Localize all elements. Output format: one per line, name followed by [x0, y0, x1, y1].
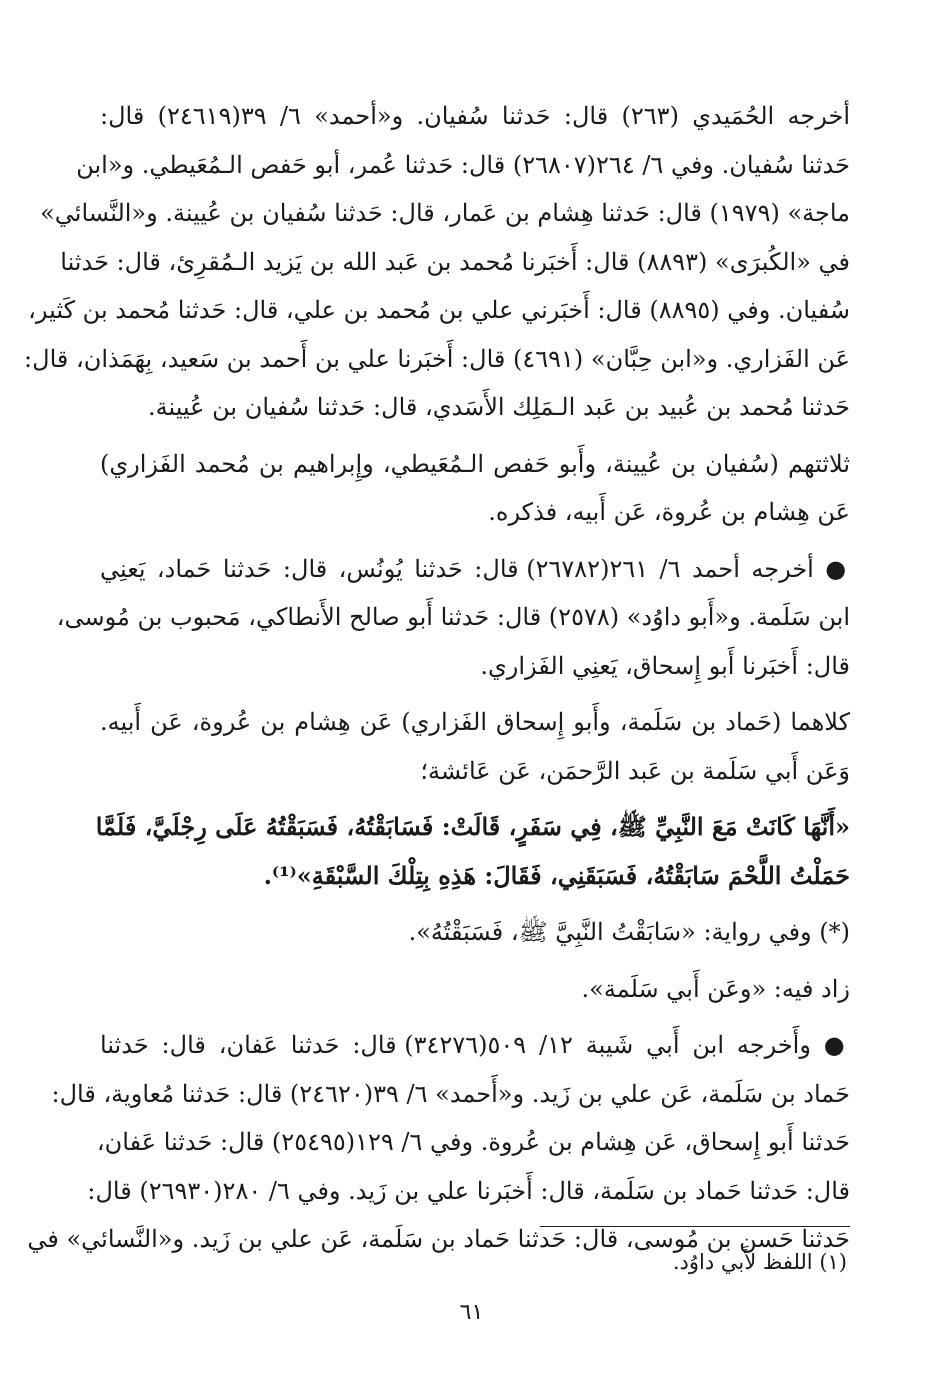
text-line: حَمَلْتُ اللَّحْمَ سَابَقْتُهُ، فَسَبَقَنِي، فَقَالَ: هَذِهِ بِتِلْكَ السَّبْقَةِ»⁽¹⁾.: [263, 860, 850, 890]
footnote-divider: [540, 1226, 850, 1227]
footnote: (١) اللفظ لأَبي داوُد.: [672, 1250, 847, 1274]
paragraph-riwaya: [100, 908, 850, 957]
paragraph-zada: [100, 965, 850, 1014]
text-line: حَدثنا مُحمد بن عُبيد بن عَبد الـمَلِك الأَسَدي، قال: حَدثنا سُفيان بن عُيينة.: [147, 393, 850, 421]
paragraph-takhrij-3: [27, 1021, 851, 1264]
text-line: قال: حَدثنا حَماد بن سَلَمة، قال: أَخبَرنا علي بن زَيد. وفي ٦/ ٢٨٠(٢٦٩٣٠) قال:: [87, 1176, 850, 1205]
text-line: ماجة» (١٩٧٩) قال: حَدثنا هِشام بن عَمار، قال: حَدثنا سُفيان بن عُيينة. و«النَّسائي»: [40, 199, 850, 227]
text-line: قال: أَخبَرنا أَبو إِسحاق، يَعنِي الفَزاري.: [480, 651, 850, 680]
text-line: عَن هِشام بن عُروة، عَن أَبيه، فذكره.: [488, 498, 850, 526]
text-line: «أَنَّهَا كَانَتْ مَعَ النَّبِيِّ ﷺ، فِي سَفَرٍ، قَالَتْ: فَسَابَقْتُهُ، فَسَبَقْتُهُ عَلَى رِجْلَيَّ، فَلَمَّا: [95, 812, 850, 841]
text-line: أخرجه الحُمَيدي (٢٦٣) قال: حَدثنا سُفيان. و«أحمد» ٦/ ٣٩(٢٤٦١٩) قال:: [100, 102, 850, 130]
hadith-text: [95, 803, 850, 900]
paragraph-kilahuma: [100, 698, 850, 795]
text-line: ● وأَخرجه ابن أَبي شَيبة ١٢/ ٥٠٩(٣٤٢٧٦) قال: حَدثنا عَفان، قال: حَدثنا: [100, 1031, 851, 1059]
text-line: حَدثنا سُفيان. وفي ٦/ ٢٦٤(٢٦٨٠٧) قال: حَدثنا عُمر، أبو حَفص الـمُعَيطي. و«ابن: [76, 150, 850, 179]
text-line: زاد فيه: «وعَن أَبي سَلَمة».: [581, 974, 850, 1003]
text-line: عَن الفَزاري. و«ابن حِبَّان» (٤٦٩١) قال: أَخبَرنا علي بن أَحمد بن سَعيد، بِهَمَذان، قال:: [24, 344, 850, 373]
text-line: حَدثنا حَسن بن مُوسى، قال: حَدثنا حَماد بن سَلَمة، عَن علي بن زَيد. و«النَّسائي» في: [27, 1225, 850, 1253]
paragraph-takhrij-1: [24, 92, 850, 432]
page-number: ٦١: [459, 1300, 484, 1325]
text-line: حَدثنا أَبو إِسحاق، عَن هِشام بن عُروة. وفي ٦/ ١٢٩(٢٥٤٩٥) قال: حَدثنا عَفان،: [96, 1128, 850, 1156]
text-line: ثلاثتهم (سُفيان بن عُيينة، وأَبو حَفص الـمُعَيطي، وإِبراهيم بن مُحمد الفَزاري): [100, 449, 850, 478]
paragraph-takhrij-2: [56, 545, 851, 691]
text-line: وَعَن أَبي سَلَمة بن عَبد الرَّحمَن، عَن عَائشة؛: [420, 756, 850, 785]
paragraph-thalathatuhum: [100, 440, 850, 537]
text-line: سُفيان. وفي (٨٨٩٥) قال: أَخبَرني علي بن مُحمد بن علي، قال: حَدثنا مُحمد بن كَثير،: [28, 296, 850, 324]
text-line: في «الكُبرَى» (٨٨٩٣) قال: أَخبَرنا مُحمد بن عَبد الله بن يَزيد الـمُقرِئ، قال: حَدثنا: [60, 247, 850, 276]
text-line: حَماد بن سَلَمة، عَن علي بن زَيد. و«أَحمد» ٦/ ٣٩(٢٤٦٢٠) قال: حَدثنا مُعاوية، قال:: [51, 1079, 850, 1108]
page-body: [24, 92, 851, 1272]
text-line: ابن سَلَمة. و«أَبو داوُد» (٢٥٧٨) قال: حَدثنا أَبو صالح الأَنطاكي، مَحبوب بن مُوسى،: [56, 603, 850, 631]
text-line: ● أخرجه أحمد ٦/ ٢٦١(٢٦٧٨٢) قال: حَدثنا يُونُس، قال: حَدثنا حَماد، يَعنِي: [100, 554, 851, 583]
text-line: (*) وفي رواية: «سَابَقْتُ النَّبِيَّ ﷺ، فَسَبَقْتُهُ».: [408, 918, 850, 946]
text-line: كلاهما (حَماد بن سَلَمة، وأَبو إِسحاق الفَزاري) عَن هِشام بن عُروة، عَن أَبيه.: [100, 708, 850, 736]
